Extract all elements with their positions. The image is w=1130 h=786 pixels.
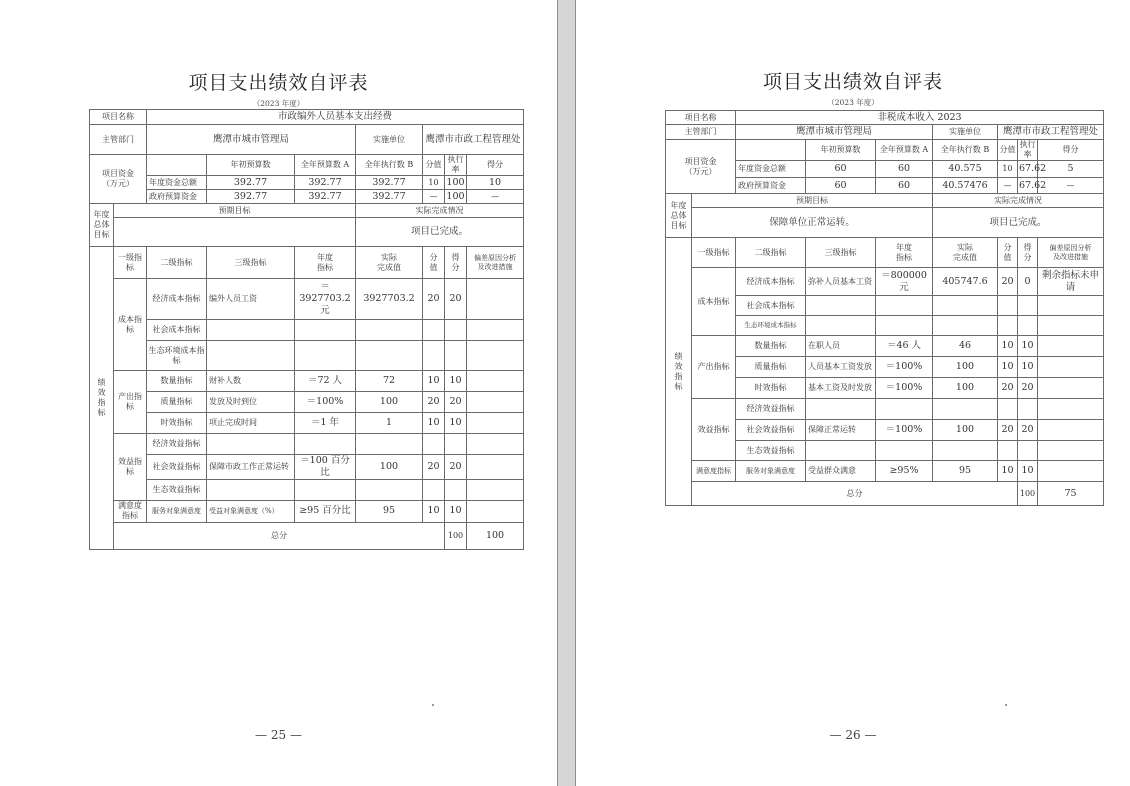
row-dev [1038,336,1104,357]
row-lvl2: 生态效益指标 [147,479,207,500]
total-rate: 67.62 [1018,161,1038,178]
total-score: 5 [1038,161,1104,178]
total-score-val: 10 [998,161,1018,178]
row-sc: 10 [1018,461,1038,482]
actual-header: 实际完成情况 [933,194,1104,208]
h-actual: 实际 完成值 [356,247,423,279]
row-lvl3 [207,341,295,371]
row-actual: 72 [356,371,423,392]
row-dev [467,434,524,455]
row-target: ＝72 人 [295,371,356,392]
row-sv: 10 [423,371,445,392]
row-target [876,316,933,336]
total-sc: 75 [1038,482,1104,506]
gov-full: 392.77 [295,190,356,204]
row-sc [445,341,467,371]
h-score: 得分 [1038,140,1104,161]
row-sv [998,399,1018,420]
goal-label: 年度 总体 目标 [666,194,692,238]
h-exec: 全年执行数 B [933,140,998,161]
total-full: 392.77 [295,176,356,190]
row-lvl3: 保障市政工作正常运转 [207,455,295,480]
row-lvl2: 生态效益指标 [736,441,806,461]
total-initial: 392.77 [207,176,295,190]
scan-speck [432,704,434,706]
row-lvl2: 经济效益指标 [736,399,806,420]
row-target [876,441,933,461]
row-target [295,320,356,341]
h-full: 全年预算数 A [295,155,356,176]
group-cost: 成本指标 [692,268,736,336]
row-sv [998,441,1018,461]
row-sv: 20 [998,268,1018,296]
row-actual: 100 [933,420,998,441]
row-lvl3: 项止完成时间 [207,413,295,434]
row-sv [423,479,445,500]
row-dev [467,479,524,500]
funds-label: 项目资金 （万元） [90,155,147,204]
total-sc: 100 [467,522,524,549]
h-lvl3: 三级指标 [207,247,295,279]
h-dev: 偏差原因分析 及改进措施 [467,247,524,279]
row-sc: 20 [445,392,467,413]
h-sc: 得 分 [1018,238,1038,268]
impl-unit-value: 鹰潭市市政工程管理处 [998,125,1104,140]
h-score-val: 分值 [998,140,1018,161]
row-actual [356,434,423,455]
dept-label: 主管部门 [90,125,147,155]
row-target: ＝100% [876,420,933,441]
row-sv: 10 [998,461,1018,482]
total-initial: 60 [806,161,876,178]
row-lvl2: 社会成本指标 [147,320,207,341]
row-sv: 20 [998,378,1018,399]
h-rate: 执行率 [445,155,467,176]
page-number: — 25 — [255,728,302,742]
row-total-label: 年度资金总额 [147,176,207,190]
expected-header: 预期目标 [692,194,933,208]
row-dev [467,371,524,392]
evaluation-table [665,110,1104,506]
row-lvl2: 服务对象满意度 [736,461,806,482]
funds-blank-header [147,155,207,176]
row-dev [1038,316,1104,336]
row-lvl2: 质量指标 [147,392,207,413]
h-score: 得分 [467,155,524,176]
row-lvl3: 弥补人员基本工资 [806,268,876,296]
row-target: ＝1 年 [295,413,356,434]
row-dev [1038,296,1104,316]
row-lvl3 [207,434,295,455]
total-sv: 100 [445,522,467,549]
row-sc [1018,316,1038,336]
group-output: 产出指标 [114,371,147,434]
h-lvl1: 一级指标 [114,247,147,279]
row-lvl3 [806,316,876,336]
row-target: ＝46 人 [876,336,933,357]
row-dev [1038,441,1104,461]
row-lvl2: 质量指标 [736,357,806,378]
h-rate: 执行率 [1019,140,1036,159]
row-dev: 剩余指标未申请 [1038,268,1104,296]
row-sc [445,320,467,341]
row-sv: 20 [423,455,445,480]
row-actual: 100 [356,455,423,480]
h-sc: 得 分 [445,247,467,279]
gov-score: — [1038,178,1104,194]
expected-header: 预期目标 [114,204,356,218]
total-score-val: 10 [423,176,445,190]
row-dev [467,500,524,522]
row-sc [445,434,467,455]
year-label: （2023 年度） [827,98,879,107]
row-sc: 10 [445,500,467,522]
row-total-label: 年度资金总额 [736,161,806,178]
page-26 [576,0,1130,786]
dept-value: 鹰潭市城市管理局 [147,125,356,155]
row-actual: 100 [356,392,423,413]
row-dev [467,279,524,320]
row-lvl2: 时效指标 [736,378,806,399]
row-lvl2: 社会成本指标 [736,296,806,316]
row-target [295,479,356,500]
h-lvl1: 一级指标 [692,238,736,268]
goal-label: 年度 总体 目标 [90,204,114,247]
gov-score: — [467,190,524,204]
row-sv: 20 [998,420,1018,441]
goal-actual: 项目已完成。 [356,218,524,247]
impl-unit-label: 实施单位 [356,125,423,155]
row-target: ＝100% [876,357,933,378]
row-sv [998,296,1018,316]
row-actual [356,320,423,341]
row-sv: 10 [423,413,445,434]
row-sc: 0 [1018,268,1038,296]
gov-full: 60 [876,178,933,194]
row-sc: 10 [1018,336,1038,357]
row-gov-label: 政府预算资金 [147,190,207,204]
row-sc [1018,296,1038,316]
row-dev [467,320,524,341]
row-dev [467,413,524,434]
row-lvl3 [806,399,876,420]
total-full: 60 [876,161,933,178]
total-score: 10 [467,176,524,190]
row-sc [1018,399,1038,420]
row-actual [933,316,998,336]
group-satisfaction: 满意度指标 [114,500,147,522]
row-target [876,399,933,420]
total-sv: 100 [1018,482,1038,506]
total-rate: 100 [446,176,465,188]
gov-score-val: — [998,178,1018,194]
h-sv: 分 值 [998,238,1018,268]
row-actual: 95 [356,500,423,522]
row-target [295,341,356,371]
row-target: ≥95% [876,461,933,482]
row-sv: 20 [423,392,445,413]
funds-blank-header [736,140,806,161]
h-dev: 偏差原因分析 及改进措施 [1038,238,1104,268]
row-sc: 20 [1018,378,1038,399]
funds-label: 项目资金 （万元） [666,140,736,194]
h-score-val: 分值 [423,155,445,176]
impl-unit-label: 实施单位 [933,125,998,140]
h-year-idx: 年度 指标 [295,247,356,279]
gov-initial: 392.77 [207,190,295,204]
row-sc [445,479,467,500]
row-lvl3: 基本工资及时发放 [806,378,876,399]
gov-score-val: — [423,190,445,204]
row-lvl2: 时效指标 [147,413,207,434]
year-label: （2023 年度） [252,99,305,108]
row-lvl3: 财补人数 [207,371,295,392]
row-lvl3 [806,296,876,316]
h-initial: 年初预算数 [207,155,295,176]
group-satisfaction: 满意度指标 [692,461,736,482]
row-actual: 1 [356,413,423,434]
project-name-label: 项目名称 [666,111,736,125]
page-title: 项目支出绩效自评表 [762,71,943,93]
row-lvl3 [207,479,295,500]
row-lvl2: 数量指标 [147,371,207,392]
row-target [876,296,933,316]
row-target: ≥95 百分比 [295,500,356,522]
row-sv: 10 [423,500,445,522]
row-target: ＝100 百分比 [295,455,356,480]
row-sc: 20 [445,279,467,320]
row-sv: 10 [998,357,1018,378]
page-25 [0,0,557,786]
group-output: 产出指标 [692,336,736,399]
gov-rate: 67.62 [1018,178,1038,194]
gov-exec: 392.77 [356,190,423,204]
row-lvl3: 受益群众满意 [806,461,876,482]
gov-initial: 60 [806,178,876,194]
row-sc: 20 [1018,420,1038,441]
row-actual [933,296,998,316]
row-dev [1038,399,1104,420]
row-lvl2: 社会效益指标 [736,420,806,441]
impl-unit-value: 鹰潭市市政工程管理处 [423,125,524,155]
total-label: 总分 [114,522,445,549]
row-sv [998,316,1018,336]
row-sc: 20 [445,455,467,480]
row-lvl2: 生态环境成本指标 [736,316,806,336]
total-exec: 392.77 [356,176,423,190]
row-lvl3: 人员基本工资发放 [806,357,876,378]
row-dev [1038,461,1104,482]
actual-header: 实际完成情况 [356,204,524,218]
row-lvl2: 数量指标 [736,336,806,357]
row-dev [1038,378,1104,399]
row-lvl2: 经济成本指标 [736,268,806,296]
h-lvl2: 二级指标 [147,247,207,279]
row-lvl2: 服务对象满意度 [147,500,207,522]
row-dev [467,392,524,413]
row-sc: 10 [445,371,467,392]
page-title: 项目支出绩效自评表 [188,72,369,94]
h-sv: 分 值 [423,247,445,279]
project-name-value: 市政编外人员基本支出经费 [147,110,524,125]
gov-exec: 40.57476 [933,178,998,194]
h-initial: 年初预算数 [806,140,876,161]
row-sv: 20 [423,279,445,320]
goal-expected: 保障单位正常运转。 [692,208,933,238]
goal-actual: 项目已完成。 [933,208,1104,238]
row-actual: 46 [933,336,998,357]
row-target: ＝100% [295,392,356,413]
row-sc: 10 [1018,357,1038,378]
total-label: 总分 [692,482,1018,506]
row-actual: 405747.6 [933,268,998,296]
row-gov-label: 政府预算资金 [736,178,806,194]
row-actual: 100 [933,357,998,378]
row-dev [467,455,524,480]
row-lvl3: 保障正常运转 [806,420,876,441]
row-sv [423,320,445,341]
group-benefit: 效益指标 [114,434,147,501]
row-target [295,434,356,455]
row-lvl3 [806,441,876,461]
dept-value: 鹰潭市城市管理局 [736,125,933,140]
h-exec: 全年执行数 B [356,155,423,176]
page-gap [557,0,576,786]
row-actual: 95 [933,461,998,482]
row-sc: 10 [445,413,467,434]
row-target: ＝100% [876,378,933,399]
group-cost: 成本指标 [114,279,147,371]
row-lvl3 [207,320,295,341]
row-dev [1038,420,1104,441]
row-sv [423,434,445,455]
gov-rate: 100 [446,190,465,202]
row-lvl2: 社会效益指标 [147,455,207,480]
h-actual: 实际 完成值 [933,238,998,268]
h-year-idx: 年度 指标 [876,238,933,268]
row-actual [356,479,423,500]
row-lvl3: 受益对象满意度（%） [207,500,295,522]
goal-expected [114,218,356,247]
row-lvl2: 经济效益指标 [147,434,207,455]
evaluation-table [89,109,524,550]
row-dev [1038,357,1104,378]
row-lvl3: 发放及时到位 [207,392,295,413]
h-lvl2: 二级指标 [736,238,806,268]
h-full: 全年预算数 A [876,140,933,161]
total-exec: 40.575 [933,161,998,178]
project-name-label: 项目名称 [90,110,147,125]
h-lvl3: 三级指标 [806,238,876,268]
row-lvl2: 经济成本指标 [147,279,207,320]
row-actual [933,399,998,420]
row-sv [423,341,445,371]
row-target: ＝3927703.2元 [295,279,356,320]
row-lvl3: 编外人员工资 [207,279,295,320]
row-actual: 100 [933,378,998,399]
row-dev [467,341,524,371]
row-target: ＝800000 元 [876,268,933,296]
row-lvl2: 生态环境成本指标 [147,341,207,371]
row-sv: 10 [998,336,1018,357]
scan-speck [1005,704,1007,706]
row-actual [356,341,423,371]
row-actual [933,441,998,461]
perf-label: 绩 效 指 标 [90,247,114,550]
row-sc [1018,441,1038,461]
row-lvl3: 在职人员 [806,336,876,357]
perf-label: 绩 效 指 标 [666,238,692,506]
group-benefit: 效益指标 [692,399,736,461]
row-actual: 3927703.2 [356,279,423,320]
dept-label: 主管部门 [666,125,736,140]
page-number: — 26 — [829,728,877,742]
project-name-value: 非税成本收入 2023 [736,111,1104,125]
